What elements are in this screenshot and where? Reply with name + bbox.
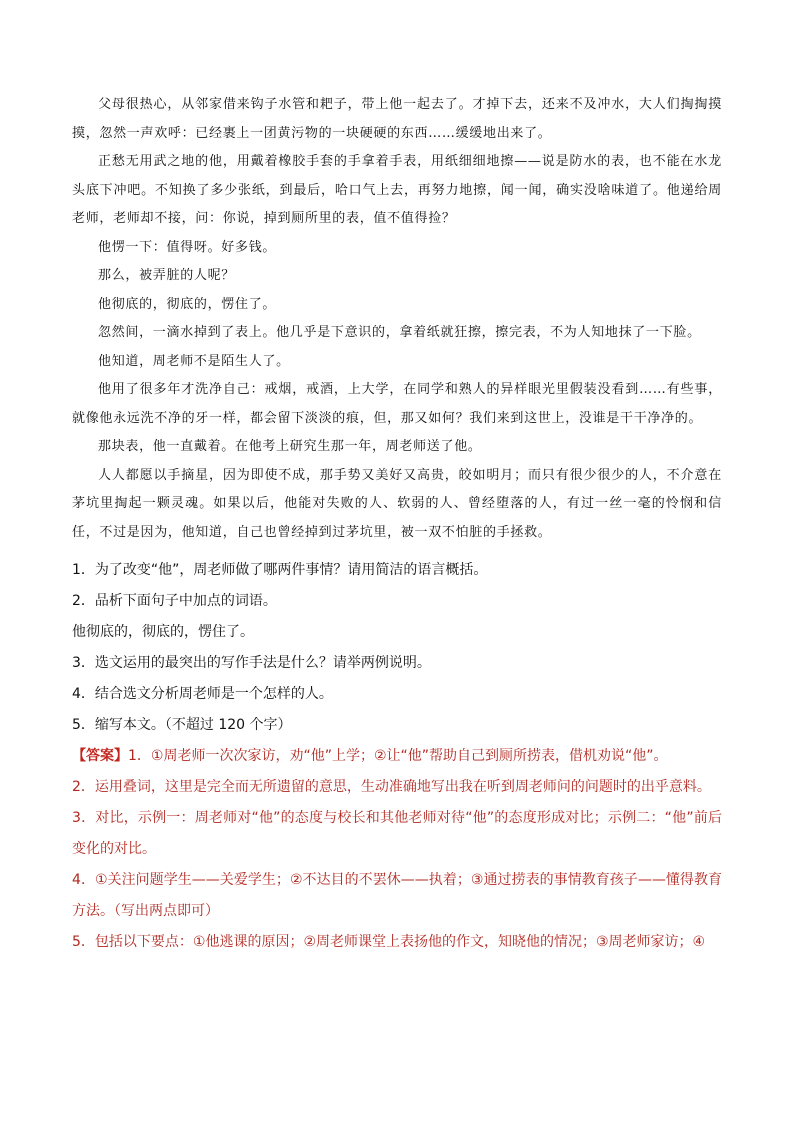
question-quote: 他彻底的，彻底的，愣住了。 [72, 624, 254, 640]
question-list [72, 555, 722, 741]
passage-paragraph: 他知道，周老师不是陌生人了。 [98, 353, 290, 369]
question-item: 5．缩写本文。（不超过 120 个字） [72, 717, 292, 733]
question-item: 1．为了改变“他”，周老师做了哪两件事情？请用简洁的语言概括。 [72, 562, 488, 578]
answer-item: 5．包括以下要点：①他逃课的原因；②周老师课堂上表扬他的作文，知晓他的情况；③周老师家访；④ [72, 934, 706, 950]
passage-paragraph: 他用了很多年才洗净自己：戒烟，戒酒，上大学，在同学和熟人的异样眼光里假装没看到……有些事，就像他永远洗不净的牙一样，都会留下淡淡的痕，但，那又如何？我们来到这世上，没谁是干干净净的。 [72, 382, 722, 426]
answer-item: 4．①关注问题学生——关爱学生；②不达目的不罢休——执着；③通过捞表的事情教育孩子——懂得教育方法。（写出两点即可） [72, 872, 722, 919]
reading-passage [72, 91, 722, 547]
answer-item [72, 741, 722, 772]
answer-item: 3．对比，示例一：周老师对“他”的态度与校长和其他老师对待“他”的态度形成对比；示例二：“他”前后变化的对比。 [72, 810, 722, 857]
passage-paragraph: 他愣一下：值得呀。好多钱。 [98, 239, 277, 255]
question-item: 2．品析下面句子中加点的词语。 [72, 593, 277, 609]
passage-paragraph: 人人都愿以手摘星，因为即使不成，那手势又美好又高贵，皎如明月；而只有很少很少的人，不介意在茅坑里掏起一颗灵魂。如果以后，他能对失败的人、软弱的人、曾经堕落的人，有过一丝一毫的怜悯和信任，不过是因为，他知道，自己也曾经掉到过茅坑里，被一双不怕脏的手拯救。 [72, 467, 722, 540]
answer-label: 【答案】 [72, 748, 128, 764]
passage-paragraph: 他彻底的，彻底的，愣住了。 [98, 296, 277, 312]
question-item: 4．结合选文分析周老师是一个怎样的人。 [72, 686, 333, 702]
passage-paragraph: 父母很热心，从邻家借来钩子水管和耙子，带上他一起去了。才掉下去，还来不及冲水，大人们掏掏摸摸，忽然一声欢呼：已经裹上一团黄污物的一块硬硬的东西……缓缓地出来了。 [72, 97, 722, 141]
passage-paragraph: 忽然间，一滴水掉到了表上。他几乎是下意识的，拿着纸就狂擦，擦完表，不为人知地抹了一下脸。 [98, 325, 701, 340]
answer-item: 2．运用叠词，这里是完全而无所遗留的意思，生动准确地写出我在听到周老师问的问题时的出乎意料。 [72, 779, 711, 795]
passage-paragraph: 正愁无用武之地的他，用戴着橡胶手套的手拿着手表，用纸细细地擦——说是防水的表，也不能在水龙头底下冲吧。不知换了多少张纸，到最后，哈口气上去，再努力地擦，闻一闻，确实没啥味道了。他递给周老师，老师却不接，问：你说，掉到厕所里的表，值不值得捡？ [72, 154, 722, 226]
answer-text: 1．①周老师一次次家访，劝“他”上学；②让“他”帮助自己到厕所捞表，借机劝说“他”。 [128, 748, 668, 764]
answer-section [72, 741, 722, 958]
question-item: 3．选文运用的最突出的写作手法是什么？请举两例说明。 [72, 655, 431, 671]
passage-paragraph: 那么，被弄脏的人呢？ [98, 268, 236, 283]
passage-paragraph: 那块表，他一直戴着。在他考上研究生那一年，周老师送了他。 [98, 439, 482, 454]
